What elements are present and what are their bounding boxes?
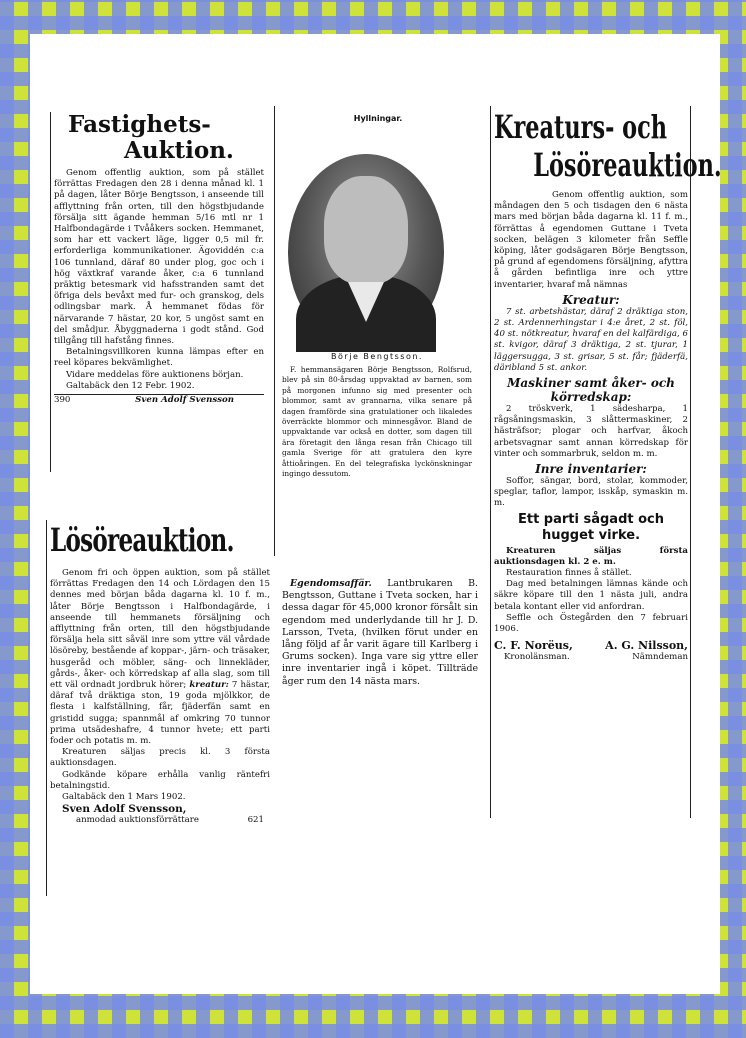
hyllningar-heading: Hyllningar. <box>353 114 403 123</box>
fastighets-auktion-clipping <box>54 112 264 472</box>
fastighets-title <box>68 112 264 164</box>
inre-body: Soffor, sängar, bord, stolar, kommoder, speglar, taflor, lampor, isskåp, symaskin m. m. <box>494 476 688 509</box>
portrait-face <box>324 176 408 284</box>
column-rule-right-edge <box>690 106 691 818</box>
losore-left-body2: 7 hästar, däraf två dräktiga ston, 19 goda mjölkkor, de flesta i kalfställning, får, fjäderfän samt en gristidd sugga; spannmål af omkring 70 tunnor prima utsädeshafre, 4 tunnor hvete; ett parti foder och potatis m. m. <box>50 680 271 747</box>
portrait-photo <box>288 154 444 350</box>
losore-left-date: Galtabäck den 1 Mars 1902. <box>62 792 186 803</box>
fastighets-date: Galtabäck den 12 Febr. 1902. <box>66 380 195 391</box>
hyllningar-text <box>282 352 472 548</box>
hyllningar-body: F. hemmansägaren Börje Bengtsson, Rolfsrud, blev på sin 80-årsdag uppvaktad av barnen, som på morgonen infunno sig med presenter och blommor, samt av grannarna, vilka senare på dagen framförde sina gratulationer och likaledes överräckte blommor och minnesgåvor. Bland de uppvaktande var också en dotter, som dagen till ära företagit den långa resan från Chicago till gamla Sverige för att gratulera den kyre åttioåringen. En del telegrafiska lyckönskningar ingingo dessutom. <box>282 365 472 479</box>
kreatur-heading: Kreatur: <box>562 292 620 307</box>
egendomsaffar-label: Egendomsaffär. <box>290 578 372 589</box>
losore-left-number: 621 <box>247 815 264 826</box>
fastighets-more: Vidare meddelas före auktionens början. <box>66 369 244 380</box>
virke-heading: Ett parti sågadt och hugget virke. <box>517 511 665 543</box>
signature-nilsson: A. G. Nilsson, <box>605 639 688 653</box>
betalning-line: Dag med betalningen lämnas kände och säkre köpare till den 1 nästa juli, andra betala kontant eller vid anfordran. <box>494 579 688 612</box>
fastighets-number: 390 <box>54 395 71 406</box>
maskiner-heading: Maskiner samt åker- och körredskap: <box>507 376 675 405</box>
restauration-line: Restauration finnes å stället. <box>506 568 632 579</box>
place-date-line: Seffle och Östegården den 7 februari 1906. <box>494 612 688 635</box>
column-rule-left-top <box>50 112 51 472</box>
fastighets-body: Genom offentlig auktion, som på stället förrättas Fredagen den 28 i denna månad kl. 1 på dagen, låter Börje Bengtsson, i anseende till afflyttning från orten, till den högstbjudande försälja sitt ägande hemman 5/16 mtl nr 1 Halfbondagärde i Tvååkers socken. Hemmanet, som har ett vackert läge, ligger 0,5 mil fr. erforderliga kommunikationer. Ägoviddén c:a 106 tunnland, däraf 80 under plog, goc och i hög växtkraf varande åker, c:a 6 tunnland präktig betesmark vid hafsstranden samt det öfriga dels bevåxt med fur- och granskog, dels odlingsbar mark. Å hemmanet födas för närvarande 7 hästar, 20 kor, 5 ungöst samt en del smådjur. Åbyggnaderna i godt stånd. God tillgång till hafstång finnes. <box>54 168 264 347</box>
fastighets-title-line2: Auktion. <box>124 137 234 164</box>
kreaturs-body: Genom offentlig auktion, som måndagen den 5 och tisdagen den 6 nästa mars med början båda dagarna kl. 11 f. m., förrättas å egendomen Guttane i Tveta socken, belägen 3 kilometer från Seffle köping, låter godsägaren Börje Bengtsson, på grund af egendomens försäljning, afyttra å gården befintliga inre och yttre inventarier, hvaraf må nämnas <box>494 190 688 290</box>
losore-left-line3: Kreaturen säljas precis kl. 3 första auktionsdagen. <box>50 747 270 769</box>
losore-left-title: Lösöreauktion. <box>50 521 234 559</box>
maskiner-body: 2 tröskverk, 1 sädesharpa, 1 rågsåningsmaskin, 3 slåttermaskiner, 2 hästräfsor; plogar och harfvar, åkoch arbetsvagnar samt annan körredskap för vinter och sommarbruk, seldon m. m. <box>494 404 688 459</box>
losore-left-role: anmodad auktionsförrättare <box>76 815 199 826</box>
kreaturs-title-line2: Lösöreauktion. <box>533 146 722 184</box>
column-rule-right <box>490 106 491 818</box>
fastighets-signature: Sven Adolf Svensson <box>135 395 234 406</box>
fastighets-terms: Betalningsvillkoren kunna lämpas efter en reel köpares bekvämlighet. <box>54 347 264 369</box>
egendomsaffar-clipping <box>282 578 478 728</box>
signature-norеus: C. F. Norëus, <box>494 639 573 653</box>
egendomsaffar-body: Lantbrukaren B. Bengtsson, Guttane i Tveta socken, har i dessa dagar för 45,000 kronor försålt sin egendom med underlydande till hr J. D. Larsson, Tveta, (hvilken förut under en lång följd af år varit ägare till Karlberg i Grums socken). Inga vare sig yttre eller inre inventarier ingå i köpet. Tillträde åger rum den 14 nästa mars. <box>282 578 479 687</box>
losore-auktion-left-clipping <box>50 520 270 896</box>
signature-nilsson-role: Nämndeman <box>632 652 688 663</box>
kreatur-body: 7 st. arbetshästar, däraf 2 dräktiga ston, 2 st. Ardennerhingstar i 4:e året, 2 st. föl, 40 st. nötkreatur, hvaraf en del kalfärdiga, 6 st. kvigor, däraf 3 dräktiga, 2 st. tjurar, 1 läggersugga, 3 st. grisar, 5 st. får; fjäderfä, däribland 5 st. ankor. <box>494 306 688 373</box>
losore-left-body: Genom fri och öppen auktion, som på stället förrättas Fredagen den 14 och Lördagen den 15 dennes med början båda dagarna kl. 10 f. m., låter Börje Bengtsson i Halfbondagärde, i anseende till hemmanets försäljning och afflyttning från orten, till den högstbjudande försälja hela sitt såväl inre som yttre väl vårdade lösöreby, bestående af koppar-, järn- och träsaker, husgeråd och möbler, säng- och linnekläder, gårds-, åker- och körredskap af alla slag, som till ett väl ordnadt jordbruk hörer; <box>50 568 270 691</box>
kreaturs-auktion-clipping <box>494 108 722 816</box>
fastighets-title-line1: Fastighets- <box>68 111 211 138</box>
kreaturs-title-line1: Kreaturs- och <box>494 108 668 146</box>
kreaturs-title <box>494 108 722 184</box>
losore-left-line4: Godkände köpare erhålla vanlig räntefri betalningstid. <box>50 769 270 791</box>
hyllningar-caption: Börje Bengtsson. <box>331 352 423 361</box>
column-rule-left-bottom <box>46 520 47 896</box>
kreaturen-line: Kreaturen säljas första auktionsdagen kl. 2 e. m. <box>494 545 688 567</box>
column-rule-mid <box>274 106 275 556</box>
inre-heading: Inre inventarier: <box>535 462 647 477</box>
signature-norеus-role: Kronolänsman. <box>504 652 570 663</box>
losore-left-signature: Sven Adolf Svensson, <box>62 803 187 816</box>
losore-left-kreatur-label: kreatur: <box>189 680 229 691</box>
